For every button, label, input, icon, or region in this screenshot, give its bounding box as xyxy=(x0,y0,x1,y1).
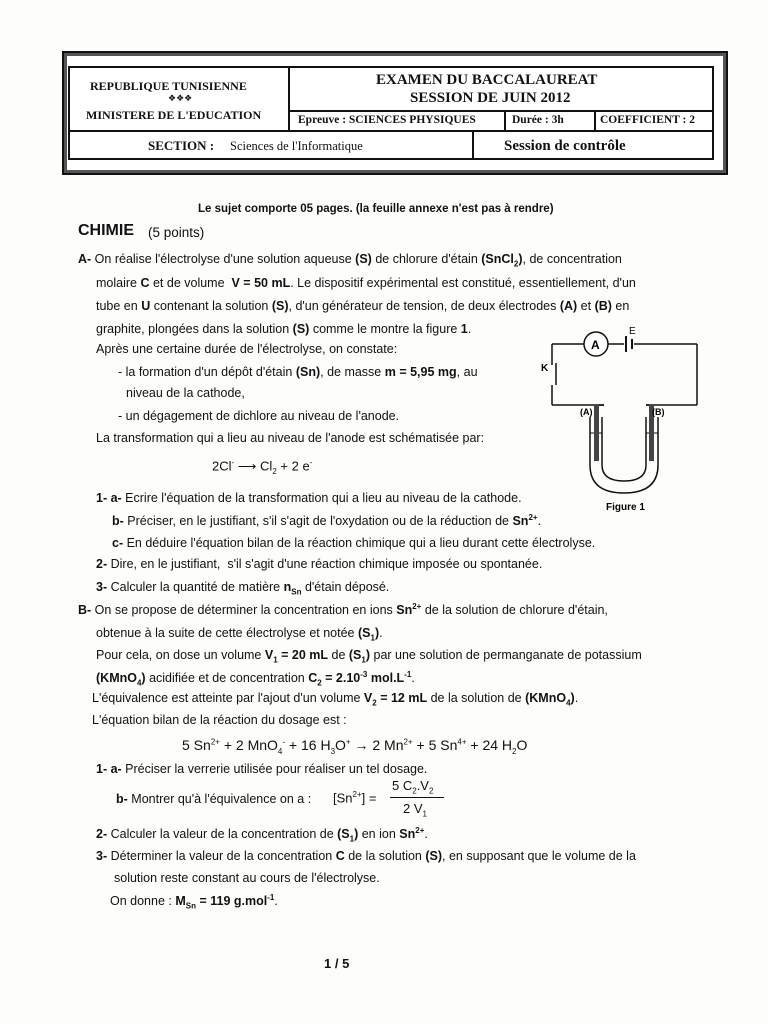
header-divider xyxy=(504,110,506,130)
question-a3: 3- Calculer la quantité de matière $n_{Sn}$ d'étain déposé. xyxy=(96,580,390,597)
part-a-line3: tube en U contenant la solution (S), d'un générateur de tension, de deux électrodes (A) et (B) en xyxy=(96,299,630,313)
generator-label: E xyxy=(629,326,636,337)
electrolysis-figure xyxy=(540,325,700,515)
figure-caption: Figure 1 xyxy=(606,502,645,513)
part-a-line8: - un dégagement de dichlore au niveau de l'anode. xyxy=(118,409,400,423)
switch-label: K xyxy=(541,363,549,374)
epreuve-label: Epreuve : SCIENCES PHYSIQUES xyxy=(298,114,476,126)
part-a-line7: niveau de la cathode, xyxy=(126,386,245,400)
header-divider xyxy=(288,110,712,112)
question-b3-line1: 3- Déterminer la valeur de la concentration C de la solution (S), en supposant que le volume de la xyxy=(96,849,636,863)
anode-equation: 2Cl- ⟶ $Cl_2 + 2$ e- xyxy=(212,458,313,476)
header-divider xyxy=(70,130,712,132)
section-value: Sciences de l'Informatique xyxy=(230,139,363,153)
fraction-denominator: 2 $V_1$ xyxy=(403,801,427,819)
electrode-a xyxy=(594,405,599,461)
header-divider xyxy=(472,130,474,158)
electrode-b-label: (B) xyxy=(652,407,665,417)
part-a-line1: A- On réalise l'électrolyse d'une solution aqueuse (S) de chlorure d'étain (SnCl$_2$), de concentration xyxy=(78,252,622,269)
question-a1b: b- Préciser, en le justifiant, s'il s'agit de l'oxydation ou de la réduction de $Sn^{2+}$. xyxy=(112,513,542,529)
session-type: Session de contrôle xyxy=(504,138,626,154)
given-data: On donne : $M_{Sn} = 119$ g.mol$^{-1}$. xyxy=(110,893,278,911)
part-b-line3: Pour cela, on dose un volume $V_1 = 20$ mL de $(S_1)$ par une solution de permanganate de potassium xyxy=(96,648,642,665)
part-a-line5: Après une certaine durée de l'électrolyse, on constate: xyxy=(96,342,398,356)
question-b1a: 1- a- Préciser la verrerie utilisée pour réaliser un tel dosage. xyxy=(96,762,428,776)
part-a-line2: molaire C et de volume V = 50 mL. Le dispositif expérimental est constitué, essentiellement, d'un xyxy=(96,276,636,290)
duree-label: Durée : 3h xyxy=(512,114,564,126)
part-b-line2: obtenue à la suite de cette électrolyse et notée $(S_1)$. xyxy=(96,626,383,643)
part-b-line5: L'équivalence est atteinte par l'ajout d'un volume $V_2 = 12$ mL de la solution de (KMnO$_4$). xyxy=(92,691,579,708)
fraction-numerator: 5 $C_2.V_2$ xyxy=(392,778,434,796)
session-title: SESSION DE JUIN 2012 xyxy=(410,90,571,106)
fraction-bar xyxy=(390,797,444,798)
part-a-line4: graphite, plongées dans la solution (S) comme le montre la figure 1. xyxy=(96,322,472,336)
ministry-label: MINISTERE DE L'EDUCATION xyxy=(86,108,262,122)
electrode-a-label: (A) xyxy=(580,407,593,417)
chimie-title: CHIMIE xyxy=(78,222,134,239)
ornament: ❖❖❖ xyxy=(168,93,193,103)
fraction-lhs: $[Sn^{2+}]$ = xyxy=(333,790,377,806)
header-divider xyxy=(288,68,290,130)
part-a-line9: La transformation qui a lieu au niveau de l'anode est schématisée par: xyxy=(96,431,485,445)
titration-equation: 5 $Sn^{2+} + 2$ MnO$_4$- + 16 $H_3O^+ \to 2$ $Mn^{2+} + 5$ $Sn^{4+} + 24$ $H_2O$ xyxy=(182,737,528,756)
question-b1b: b- Montrer qu'à l'équivalence on a : xyxy=(116,792,312,806)
exam-title: EXAMEN DU BACCALAUREAT xyxy=(376,72,598,88)
exam-header-inner xyxy=(68,66,714,160)
question-b3-line2: solution reste constant au cours de l'électrolyse. xyxy=(114,871,380,885)
part-b-line1: B- On se propose de déterminer la concentration en ions $Sn^{2+}$ de la solution de chlorure d'étain, xyxy=(78,602,608,618)
question-a1c: c- En déduire l'équation bilan de la réaction chimique qui a lieu durant cette électrolyse. xyxy=(112,536,596,550)
page-number: 1 / 5 xyxy=(324,956,350,971)
part-b-line4: (KMnO$_4$) acidifiée et de concentration $C_2 = 2.10^{-3}$ $mol.L^{-1}$. xyxy=(96,670,415,688)
question-a2: 2- Dire, en le justifiant, s'il s'agit d'une réaction chimique imposée ou spontanée. xyxy=(96,557,543,571)
ammeter-label: A xyxy=(591,338,600,352)
u-tube-inner xyxy=(602,417,646,481)
question-a1a: 1- a- Ecrire l'équation de la transformation qui a lieu au niveau de la cathode. xyxy=(96,491,522,505)
part-a-line6: - la formation d'un dépôt d'étain (Sn), de masse m = 5,95 mg, au xyxy=(118,365,478,379)
section-label: SECTION : xyxy=(148,138,215,153)
question-b2: 2- Calculer la valeur de la concentration de $(S_1)$ en ion $Sn^{2+}$. xyxy=(96,826,428,844)
republic-label: REPUBLIQUE TUNISIENNE xyxy=(90,79,247,93)
chimie-points: (5 points) xyxy=(148,225,205,240)
coefficient-label: COEFFICIENT : 2 xyxy=(600,114,695,126)
intro-note: Le sujet comporte 05 pages. (la feuille annexe n'est pas à rendre) xyxy=(198,203,554,215)
header-divider xyxy=(594,110,596,130)
part-b-line6: L'équation bilan de la réaction du dosage est : xyxy=(92,713,347,727)
